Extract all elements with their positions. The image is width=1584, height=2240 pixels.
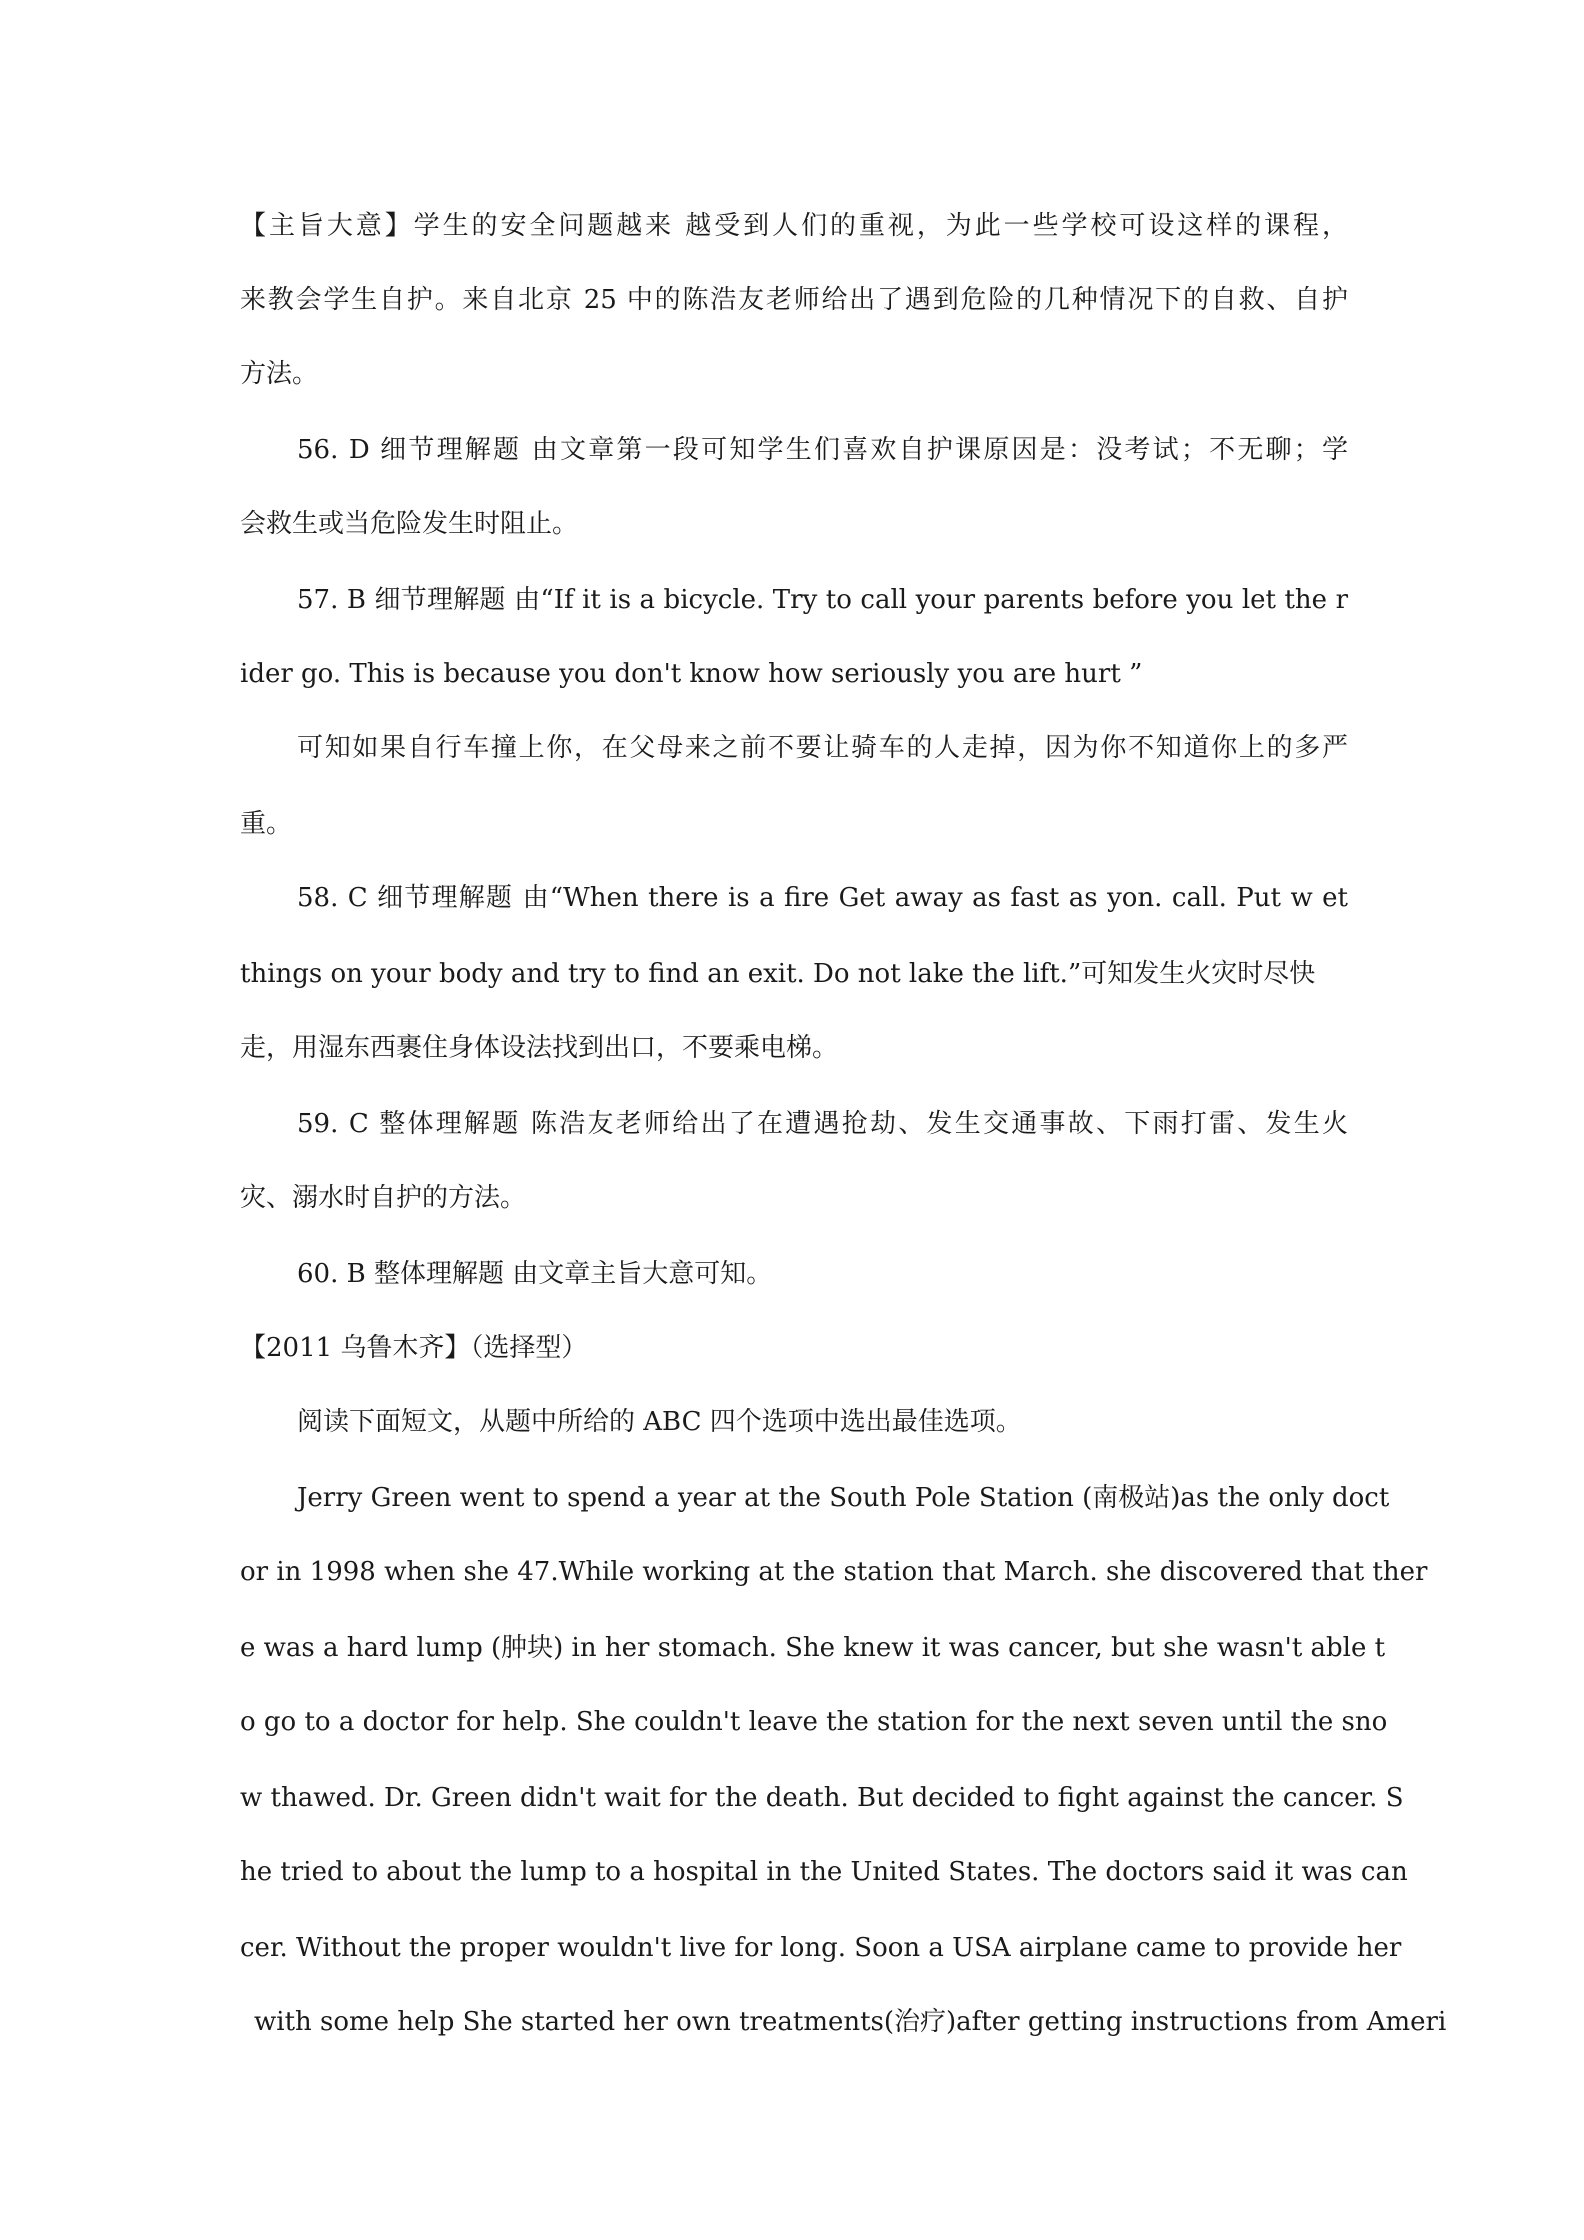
passage-line-3: e was a hard lump (肿块) in her stomach. She knew it was cancer, but she wasn't able t [240, 1633, 1386, 1663]
answer-57-line-2: ider go. This is because you don't know how seriously you are hurt ” [240, 659, 1143, 689]
answer-56-line-1: 56. D 细节理解题 由文章第一段可知学生们喜欢自护课原因是：没考试；不无聊；学 [297, 435, 1348, 465]
passage-line-7: cer. Without the proper wouldn't live for long. Soon a USA airplane came to provide her [240, 1933, 1402, 1963]
passage-line-4: o go to a doctor for help. She couldn't leave the station for the next seven until the sno [240, 1707, 1388, 1737]
instructions-line: 阅读下面短文，从题中所给的 ABC 四个选项中选出最佳选项。 [297, 1407, 1022, 1437]
answer-60-line: 60. B 整体理解题 由文章主旨大意可知。 [297, 1259, 773, 1289]
answer-58-line-3: 走，用湿东西裹住身体设法找到出口，不要乘电梯。 [240, 1033, 839, 1063]
answer-58-line-1: 58. C 细节理解题 由“When there is a fire Get away as fast as yon. call. Put w et [297, 883, 1348, 913]
passage-line-6: he tried to about the lump to a hospital in the United States. The doctors said it was can [240, 1857, 1408, 1887]
passage-line-8: with some help She started her own treatments(治疗)after getting instructions from Ameri [254, 2007, 1447, 2037]
passage-line-2: or in 1998 when she 47.While working at the station that March. she discovered that ther [240, 1557, 1428, 1587]
answer-59-line-2: 灾、溺水时自护的方法。 [240, 1183, 527, 1213]
answer-57-line-1: 57. B 细节理解题 由“If it is a bicycle. Try to call your parents before you let the r [297, 585, 1348, 615]
passage-line-1: Jerry Green went to spend a year at the South Pole Station (南极站)as the only doct [297, 1483, 1390, 1513]
summary-line-3: 方法。 [240, 359, 319, 389]
summary-line-2: 来教会学生自护。来自北京 25 中的陈浩友老师给出了遇到危险的几种情况下的自救、自护 [240, 285, 1348, 315]
answer-58-line-2: things on your body and try to find an exit. Do not lake the lift.”可知发生火灾时尽快 [240, 959, 1316, 989]
answer-59-line-1: 59. C 整体理解题 陈浩友老师给出了在遭遇抢劫、发生交通事故、下雨打雷、发生火 [297, 1109, 1348, 1139]
answer-57-line-3: 可知如果自行车撞上你，在父母来之前不要让骑车的人走掉，因为你不知道你上的多严 [297, 733, 1348, 763]
section-heading: 【2011 乌鲁木齐】（选择型） [240, 1333, 588, 1363]
answer-57-line-4: 重。 [240, 809, 293, 839]
summary-line-1: 【主旨大意】学生的安全问题越来 越受到人们的重视，为此一些学校可设这样的课程， [240, 211, 1348, 241]
answer-56-line-2: 会救生或当危险发生时阻止。 [240, 509, 579, 539]
passage-line-5: w thawed. Dr. Green didn't wait for the death. But decided to fight against the cancer. S [240, 1783, 1404, 1813]
